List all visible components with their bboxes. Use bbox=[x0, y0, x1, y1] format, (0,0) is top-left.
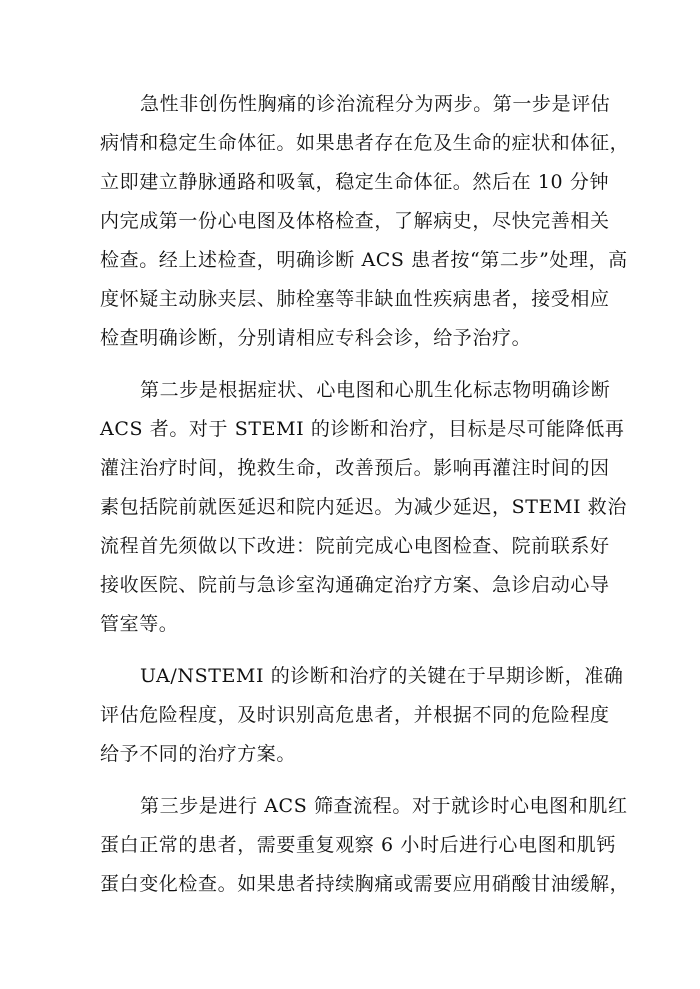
paragraph-line: 流程首先须做以下改进：院前完成心电图检查、院前联系好 bbox=[100, 535, 610, 557]
paragraph-line: 素包括院前就医延迟和院内延迟。为减少延迟，STEMI 救治 bbox=[100, 496, 627, 518]
paragraph-line: 接收医院、院前与急诊室沟通确定治疗方案、急诊启动心导 bbox=[100, 574, 610, 596]
paragraph-line: 病情和稳定生命体征。如果患者存在危及生命的症状和体征， bbox=[100, 132, 630, 154]
paragraph-line: 灌注治疗时间，挽救生命，改善预后。影响再灌注时间的因 bbox=[100, 457, 610, 479]
paragraph-line: 管室等。 bbox=[100, 613, 179, 635]
paragraph-line: 给予不同的治疗方案。 bbox=[100, 743, 297, 765]
paragraph-line: 评估危险程度，及时识别高危患者，并根据不同的危险程度 bbox=[100, 704, 610, 726]
paragraph-line: 检查。经上述检查，明确诊断 ACS 患者按“第二步”处理，高 bbox=[100, 249, 628, 271]
paragraph-line: 立即建立静脉通路和吸氧，稳定生命体征。然后在 10 分钟 bbox=[100, 171, 610, 193]
paragraph-line: 度怀疑主动脉夹层、肺栓塞等非缺血性疾病患者，接受相应 bbox=[100, 288, 610, 310]
paragraph-line: 急性非创伤性胸痛的诊治流程分为两步。第一步是评估 bbox=[140, 93, 611, 115]
paragraph-line: 蛋白变化检查。如果患者持续胸痛或需要应用硝酸甘油缓解， bbox=[100, 873, 630, 895]
paragraph-line: 第三步是进行 ACS 筛查流程。对于就诊时心电图和肌红 bbox=[140, 795, 628, 817]
paragraph-line: UA/NSTEMI 的诊断和治疗的关键在于早期诊断，准确 bbox=[140, 665, 624, 687]
paragraph-line: 第二步是根据症状、心电图和心肌生化标志物明确诊断 bbox=[140, 379, 611, 401]
paragraph-line: ACS 者。对于 STEMI 的诊断和治疗，目标是尽可能降低再 bbox=[100, 418, 625, 440]
paragraph-line: 检查明确诊断，分别请相应专科会诊，给予治疗。 bbox=[100, 327, 532, 349]
paragraph-line: 内完成第一份心电图及体格检查，了解病史，尽快完善相关 bbox=[100, 210, 610, 232]
paragraph-line: 蛋白正常的患者，需要重复观察 6 小时后进行心电图和肌钙 bbox=[100, 834, 616, 856]
